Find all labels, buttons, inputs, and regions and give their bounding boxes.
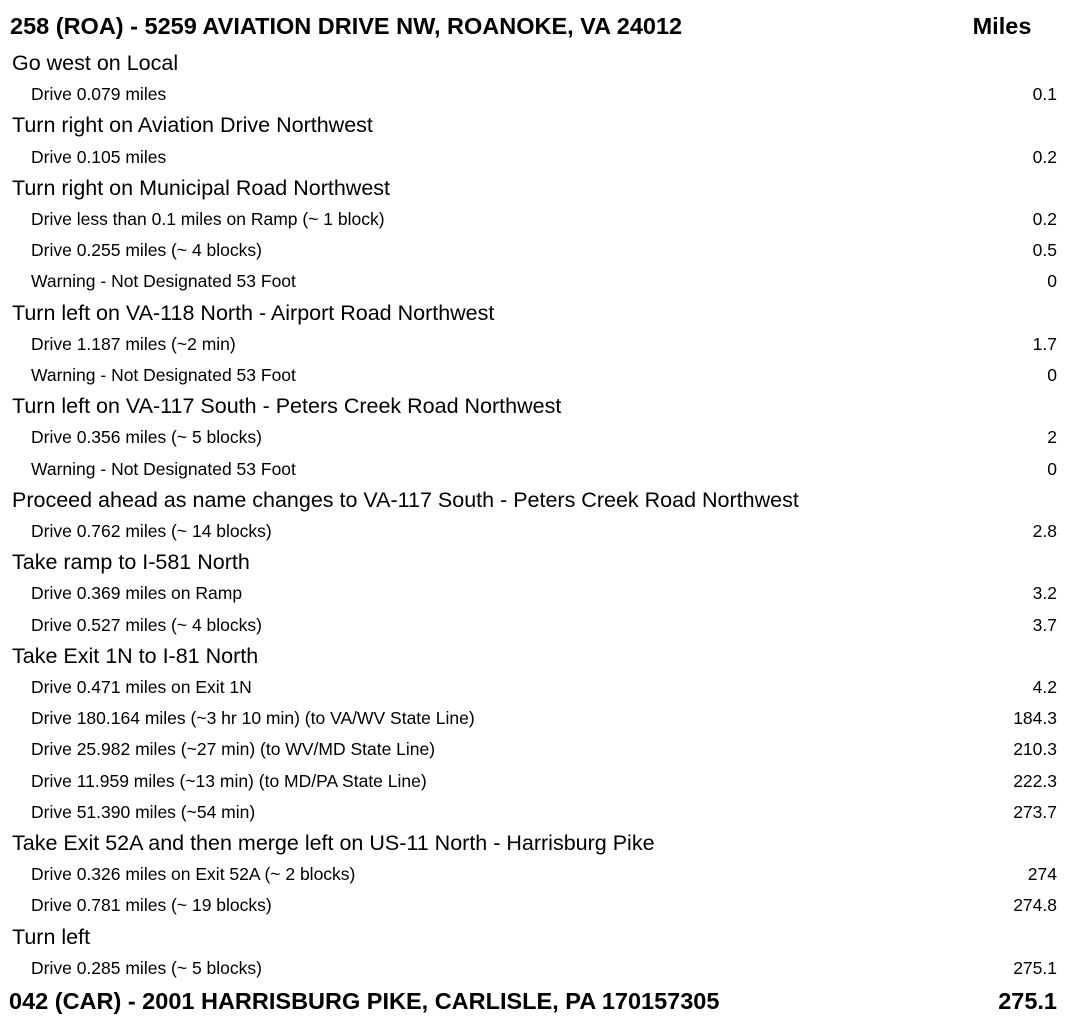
direction-row — [0, 142, 1073, 173]
direction-row — [0, 890, 1073, 921]
direction-text: Drive 0.255 miles (~ 4 blocks) — [31, 240, 262, 261]
origin-header-row — [0, 4, 1073, 48]
direction-row — [0, 828, 1073, 859]
direction-text: Warning - Not Designated 53 Foot — [31, 365, 296, 386]
direction-text: Drive less than 0.1 miles on Ramp (~ 1 block) — [31, 209, 385, 230]
direction-text: Warning - Not Designated 53 Foot — [31, 271, 296, 292]
direction-text: Take Exit 1N to I-81 North — [12, 643, 259, 668]
direction-text: Proceed ahead as name changes to VA-117 South - Peters Creek Road Northwest — [12, 487, 799, 512]
direction-miles: 2.8 — [1032, 521, 1057, 542]
direction-text: Drive 0.471 miles on Exit 1N — [31, 677, 252, 698]
direction-miles: 0.2 — [1032, 146, 1057, 167]
direction-row — [0, 360, 1073, 391]
destination-title: 042 (CAR) - 2001 HARRISBURG PIKE, CARLISLE, PA 170157305 — [9, 988, 720, 1015]
direction-text: Turn right on Municipal Road Northwest — [12, 175, 391, 200]
direction-row — [0, 485, 1073, 516]
direction-row — [0, 235, 1073, 266]
direction-row — [0, 204, 1073, 235]
direction-row — [0, 922, 1073, 953]
direction-row — [0, 953, 1073, 984]
direction-miles: 3.7 — [1032, 614, 1057, 635]
direction-row — [0, 422, 1073, 453]
direction-text: Warning - Not Designated 53 Foot — [31, 458, 296, 479]
total-miles: 275.1 — [998, 988, 1057, 1015]
direction-text: Drive 0.326 miles on Exit 52A (~ 2 blocks) — [31, 864, 356, 885]
direction-text: Turn left — [12, 924, 91, 949]
direction-text: Drive 0.356 miles (~ 5 blocks) — [31, 427, 262, 448]
direction-row — [0, 610, 1073, 641]
direction-text: Turn left on VA-117 South - Peters Creek Road Northwest — [12, 394, 562, 419]
direction-text: Drive 0.105 miles — [31, 146, 167, 167]
direction-miles: 1.7 — [1032, 333, 1057, 354]
direction-text: Drive 51.390 miles (~54 min) — [31, 801, 256, 822]
directions-list — [0, 48, 1073, 984]
direction-text: Drive 0.781 miles (~ 19 blocks) — [31, 895, 272, 916]
direction-row — [0, 672, 1073, 703]
direction-miles: 0.5 — [1032, 240, 1057, 261]
direction-miles: 184.3 — [1013, 708, 1057, 729]
direction-row — [0, 454, 1073, 485]
direction-text: Turn left on VA-118 North - Airport Road Northwest — [12, 300, 495, 325]
direction-text: Drive 11.959 miles (~13 min) (to MD/PA State Line) — [31, 770, 427, 791]
direction-row — [0, 578, 1073, 609]
direction-miles: 0 — [1047, 271, 1057, 292]
miles-column-header: Miles — [972, 13, 1032, 39]
direction-row — [0, 703, 1073, 734]
direction-miles: 274.8 — [1013, 895, 1057, 916]
direction-text: Drive 0.762 miles (~ 14 blocks) — [31, 521, 272, 542]
direction-row — [0, 329, 1073, 360]
direction-text: Drive 25.982 miles (~27 min) (to WV/MD State Line) — [31, 739, 436, 760]
direction-miles: 0.2 — [1032, 209, 1057, 230]
direction-miles: 273.7 — [1013, 801, 1057, 822]
direction-miles: 4.2 — [1032, 677, 1057, 698]
direction-row — [0, 766, 1073, 797]
direction-row — [0, 110, 1073, 141]
direction-text: Take Exit 52A and then merge left on US-11 North - Harrisburg Pike — [12, 831, 655, 856]
direction-text: Drive 0.285 miles (~ 5 blocks) — [31, 957, 262, 978]
direction-text: Go west on Local — [12, 51, 179, 75]
direction-text: Drive 1.187 miles (~2 min) — [31, 333, 236, 354]
direction-text: Drive 180.164 miles (~3 hr 10 min) (to VA/WV State Line) — [31, 708, 475, 729]
direction-miles: 0 — [1047, 365, 1057, 386]
direction-text: Drive 0.369 miles on Ramp — [31, 583, 243, 604]
direction-row — [0, 641, 1073, 672]
direction-row — [0, 734, 1073, 765]
direction-miles: 2 — [1047, 427, 1057, 448]
direction-miles: 0.1 — [1032, 84, 1057, 105]
direction-text: Take ramp to I-581 North — [12, 550, 250, 575]
destination-footer-row — [0, 984, 1073, 1019]
direction-row — [0, 298, 1073, 329]
direction-row — [0, 391, 1073, 422]
direction-row — [0, 48, 1073, 79]
direction-miles: 0 — [1047, 458, 1057, 479]
direction-miles: 275.1 — [1013, 957, 1057, 978]
direction-miles: 222.3 — [1013, 770, 1057, 791]
direction-miles: 274 — [1027, 864, 1057, 885]
direction-row — [0, 173, 1073, 204]
direction-miles: 3.2 — [1032, 583, 1057, 604]
direction-text: Drive 0.527 miles (~ 4 blocks) — [31, 614, 262, 635]
direction-row — [0, 859, 1073, 890]
origin-title: 258 (ROA) - 5259 AVIATION DRIVE NW, ROANOKE, VA 24012 — [10, 13, 683, 39]
direction-miles: 210.3 — [1013, 739, 1057, 760]
direction-text: Drive 0.079 miles — [31, 84, 167, 105]
direction-row — [0, 266, 1073, 297]
direction-row — [0, 547, 1073, 578]
direction-row — [0, 79, 1073, 110]
direction-row — [0, 516, 1073, 547]
direction-row — [0, 797, 1073, 828]
direction-text: Turn right on Aviation Drive Northwest — [12, 113, 373, 138]
